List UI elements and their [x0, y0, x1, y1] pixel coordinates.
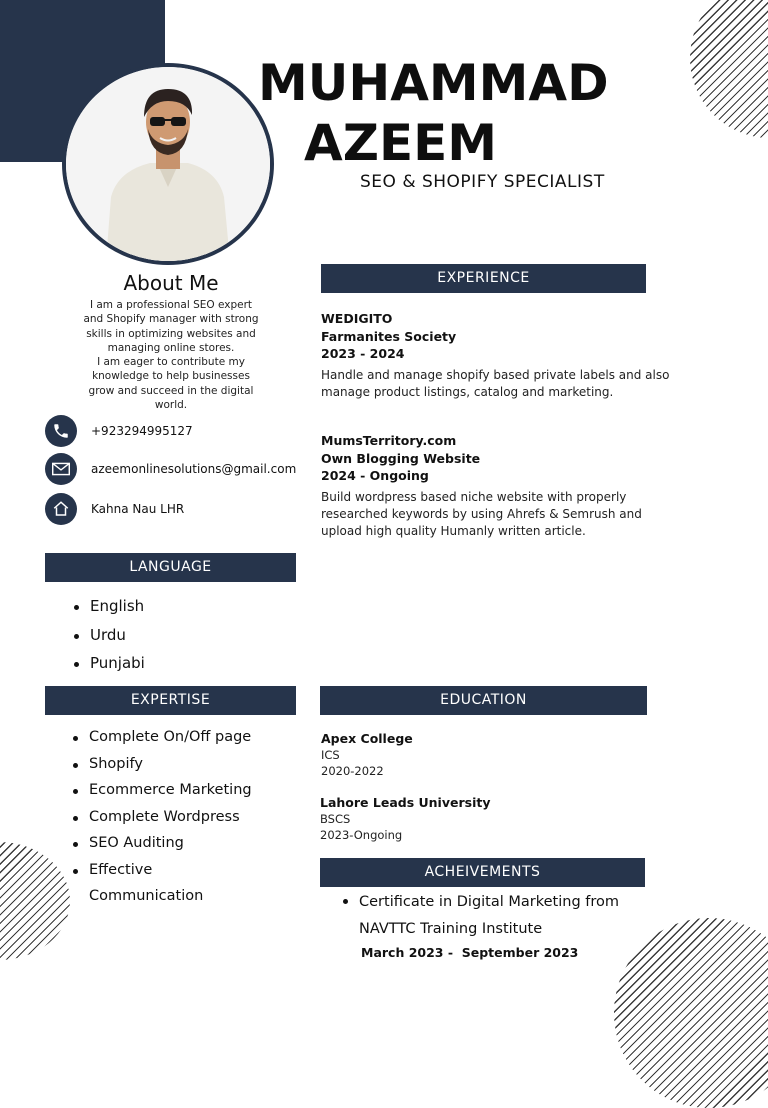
education-degree: BSCS	[320, 812, 351, 826]
expertise-heading: EXPERTISE	[45, 686, 296, 715]
language-heading: LANGUAGE	[45, 553, 296, 582]
list-item: Effective	[71, 863, 252, 890]
list-item: Ecommerce Marketing	[71, 783, 252, 810]
about-line: grow and succeed in the digital	[88, 384, 254, 397]
about-line: skills in optimizing websites and	[86, 327, 256, 340]
list-item: Punjabi	[72, 656, 145, 685]
hatched-circle-left	[0, 842, 70, 960]
achievement-dates: March 2023 - September 2023	[361, 945, 579, 960]
job-desc-line: manage product listings, catalog and marketing.	[321, 384, 614, 399]
achievement-line: NAVTTC Training Institute	[359, 921, 543, 937]
about-line: knowledge to help businesses	[92, 370, 250, 383]
language-list	[72, 599, 145, 685]
job-period: 2023 - 2024	[321, 346, 405, 361]
about-text	[62, 298, 280, 412]
about-line: managing online stores.	[107, 341, 235, 354]
job-desc-line: upload high quality Humanly written article.	[321, 523, 586, 538]
about-line: I am eager to contribute my	[97, 356, 245, 369]
contact-phone	[45, 415, 193, 447]
job-title: SEO & SHOPIFY SPECIALIST	[360, 172, 605, 192]
about-line: world.	[154, 399, 188, 412]
contact-email	[45, 453, 296, 485]
job-org: Own Blogging Website	[321, 450, 481, 466]
education-years: 2020-2022	[321, 764, 384, 778]
education-degree: ICS	[321, 748, 340, 762]
about-heading: About Me	[123, 271, 219, 295]
education-entry	[320, 795, 490, 843]
job-desc-line: Handle and manage shopify based private labels and also	[321, 367, 670, 382]
contact-phone-text: +923294995127	[91, 424, 193, 438]
job-entry	[321, 432, 701, 540]
job-period: 2024 - Ongoing	[321, 468, 429, 483]
list-item: Urdu	[72, 628, 145, 657]
list-item: Complete On/Off page	[71, 730, 252, 757]
job-desc-line: researched keywords by using Ahrefs & Semrush and	[321, 506, 642, 521]
education-school: Apex College	[321, 731, 413, 746]
about-line: I am a professional SEO expert	[89, 299, 253, 311]
list-item	[341, 889, 619, 943]
phone-icon	[45, 415, 77, 447]
home-icon	[45, 493, 77, 525]
job-company: WEDIGITO	[321, 311, 393, 326]
about-line: and Shopify manager with strong	[83, 313, 259, 326]
education-years: 2023-Ongoing	[320, 828, 403, 842]
job-desc-line: Build wordpress based niche website with properly	[321, 489, 627, 504]
job-entry	[321, 310, 701, 401]
contact-address-text: Kahna Nau LHR	[91, 502, 185, 516]
list-item: Complete Wordpress	[71, 810, 252, 837]
contact-email-text: azeemonlinesolutions@gmail.com	[91, 462, 297, 476]
hatched-circle-bottom-right	[614, 918, 768, 1108]
profile-photo	[62, 63, 274, 265]
education-school: Lahore Leads University	[320, 795, 491, 810]
achievements-list	[341, 889, 619, 943]
list-item: Shopify	[71, 757, 252, 784]
achievement-line: Certificate in Digital Marketing from	[359, 894, 620, 910]
achievements-heading: ACHEIVEMENTS	[320, 858, 645, 887]
mail-icon	[45, 453, 77, 485]
experience-heading: EXPERIENCE	[321, 264, 646, 293]
expertise-list	[71, 730, 252, 916]
list-item: English	[72, 599, 145, 628]
job-org: Farmanites Society	[321, 328, 457, 344]
contact-address	[45, 493, 184, 525]
name-first: MUHAMMAD	[258, 54, 609, 112]
hatched-circle-top-right	[690, 0, 768, 138]
person-avatar-icon	[66, 67, 270, 261]
education-heading: EDUCATION	[320, 686, 647, 715]
list-item: SEO Auditing	[71, 836, 252, 863]
education-entry	[321, 731, 413, 779]
name-last: AZEEM	[304, 114, 498, 172]
job-company: MumsTerritory.com	[321, 433, 457, 448]
list-item: Communication	[89, 888, 204, 904]
